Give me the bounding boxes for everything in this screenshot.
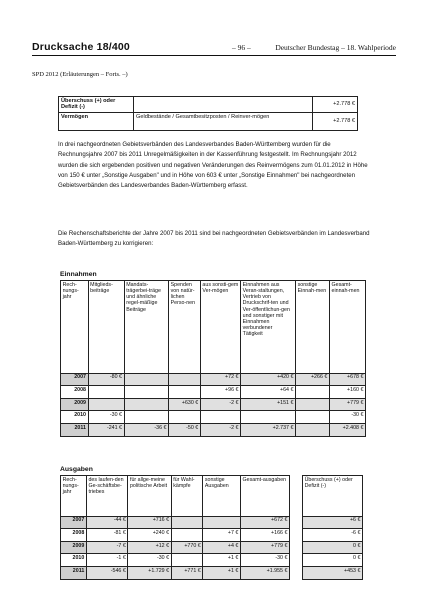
year-cell: 2009 <box>61 541 87 554</box>
table-row <box>61 398 366 411</box>
value-cell <box>124 386 168 399</box>
table-row <box>303 516 363 529</box>
value-cell: -6 € <box>303 529 363 542</box>
table-row <box>61 411 366 424</box>
value-cell: -50 € <box>169 423 201 436</box>
column-header: des laufen-den Ge-schäftsbe-triebes <box>86 476 127 517</box>
summary-label: Überschuss (+) oder Defizit (-) <box>59 97 134 113</box>
value-cell: -30 € <box>128 554 171 567</box>
value-cell <box>171 516 203 529</box>
value-cell: +771 € <box>171 566 203 579</box>
value-cell: +678 € <box>329 373 365 386</box>
value-cell <box>200 411 240 424</box>
year-cell: 2008 <box>61 529 87 542</box>
year-cell: 2011 <box>61 566 87 579</box>
table-row <box>61 529 290 542</box>
table-header-row <box>61 476 290 517</box>
summary-description <box>134 97 313 113</box>
table-header-row <box>303 476 363 517</box>
value-cell <box>296 411 330 424</box>
value-cell: -1 € <box>86 554 127 567</box>
year-cell: 2009 <box>61 398 89 411</box>
page-header <box>32 41 396 56</box>
table-header-row <box>61 281 366 374</box>
value-cell: -81 € <box>86 529 127 542</box>
value-cell <box>296 386 330 399</box>
value-cell: +64 € <box>241 386 296 399</box>
table-row <box>303 566 363 579</box>
summary-value: +2.778 € <box>313 97 358 113</box>
value-cell: -30 € <box>240 554 289 567</box>
column-header: sonstige Einnah-men <box>296 281 330 374</box>
einnahmen-title: Einnahmen <box>60 271 97 278</box>
value-cell: +96 € <box>200 386 240 399</box>
year-cell: 2010 <box>61 411 89 424</box>
value-cell: -546 € <box>86 566 127 579</box>
value-cell: +266 € <box>296 373 330 386</box>
column-header: Mandats-trägerbei-träge und ähnliche regel-mäßige Beiträge <box>124 281 168 374</box>
value-cell <box>124 373 168 386</box>
value-cell: +779 € <box>240 541 289 554</box>
value-cell <box>88 398 124 411</box>
year-cell: 2008 <box>61 386 89 399</box>
value-cell <box>88 386 124 399</box>
value-cell: -2 € <box>200 398 240 411</box>
column-header: Gesamt-einnah-men <box>329 281 365 374</box>
column-header: für Wahl-kämpfe <box>171 476 203 517</box>
value-cell: +12 € <box>128 541 171 554</box>
value-cell: +2.408 € <box>329 423 365 436</box>
column-header: Überschuss (+) oder Defizit (-) <box>303 476 363 517</box>
value-cell: +453 € <box>303 566 363 579</box>
value-cell <box>169 373 201 386</box>
page-number: – 96 – <box>232 43 251 52</box>
value-cell: +166 € <box>240 529 289 542</box>
table-row <box>61 423 366 436</box>
value-cell: +6 € <box>303 516 363 529</box>
value-cell <box>169 411 201 424</box>
table-row <box>61 566 290 579</box>
value-cell: +716 € <box>128 516 171 529</box>
value-cell: -7 € <box>86 541 127 554</box>
ausgaben-table <box>60 475 290 580</box>
value-cell: +240 € <box>128 529 171 542</box>
value-cell: 0 € <box>303 541 363 554</box>
value-cell <box>241 411 296 424</box>
table-row <box>303 554 363 567</box>
table-row <box>303 529 363 542</box>
value-cell: +160 € <box>329 386 365 399</box>
value-cell: -80 € <box>88 373 124 386</box>
summary-description: Geldbestände / Gesamtbesitzposten / Reinver-mögen <box>134 113 313 131</box>
value-cell <box>171 554 203 567</box>
value-cell <box>203 516 241 529</box>
year-cell: 2011 <box>61 423 89 436</box>
year-cell: 2007 <box>61 373 89 386</box>
value-cell: +151 € <box>241 398 296 411</box>
value-cell: +1.955 € <box>240 566 289 579</box>
value-cell: -2 € <box>200 423 240 436</box>
value-cell: -30 € <box>329 411 365 424</box>
column-header: Spenden von natür-lichen Perso-nen <box>169 281 201 374</box>
document-label: Drucksache 18/400 <box>32 41 130 53</box>
table-row <box>61 386 366 399</box>
section-reference: SPD 2012 (Erläuterungen – Forts. –) <box>32 71 128 78</box>
column-header: sonstige Ausgaben <box>203 476 241 517</box>
column-header: für allge-meine politische Arbeit <box>128 476 171 517</box>
value-cell: -241 € <box>88 423 124 436</box>
ausgaben-title: Ausgaben <box>60 466 93 473</box>
value-cell: +72 € <box>200 373 240 386</box>
summary-row <box>59 113 358 131</box>
table-row <box>61 554 290 567</box>
value-cell <box>169 386 201 399</box>
summary-row <box>59 97 358 113</box>
value-cell: -44 € <box>86 516 127 529</box>
ueberschuss-table <box>302 475 363 580</box>
column-header: Rech-nungs-jahr <box>61 476 87 517</box>
value-cell <box>296 398 330 411</box>
value-cell: -36 € <box>124 423 168 436</box>
summary-label: Vermögen <box>59 113 134 131</box>
value-cell: +4 € <box>203 541 241 554</box>
year-cell: 2007 <box>61 516 87 529</box>
value-cell: +1 € <box>203 554 241 567</box>
value-cell: +770 € <box>171 541 203 554</box>
value-cell <box>124 411 168 424</box>
paragraph-corrections: Die Rechenschaftsberichte der Jahre 2007 bis 2011 sind bei nachgeordneten Gebietsverbänden im Landesverband Baden-Württemberg zu korrigieren: <box>58 230 370 248</box>
summary-table <box>58 96 358 131</box>
value-cell: +779 € <box>329 398 365 411</box>
value-cell: +630 € <box>169 398 201 411</box>
value-cell: -30 € <box>88 411 124 424</box>
value-cell: +1.729 € <box>128 566 171 579</box>
table-row <box>61 541 290 554</box>
value-cell: +7 € <box>203 529 241 542</box>
value-cell: +2.737 € <box>241 423 296 436</box>
value-cell: +672 € <box>240 516 289 529</box>
value-cell <box>296 423 330 436</box>
year-cell: 2010 <box>61 554 87 567</box>
table-row <box>303 541 363 554</box>
value-cell <box>124 398 168 411</box>
value-cell: +420 € <box>241 373 296 386</box>
value-cell: +1 € <box>203 566 241 579</box>
table-row <box>61 516 290 529</box>
value-cell: 0 € <box>303 554 363 567</box>
table-row <box>61 373 366 386</box>
column-header: Rech-nungs-jahr <box>61 281 89 374</box>
summary-value: +2.778 € <box>313 113 358 131</box>
parliament-label: Deutscher Bundestag – 18. Wahlperiode <box>275 43 396 52</box>
einnahmen-table <box>60 280 366 437</box>
column-header: aus sonsti-gem Ver-mögen <box>200 281 240 374</box>
column-header: Mitglieds-beiträge <box>88 281 124 374</box>
column-header: Gesamt-ausgaben <box>240 476 289 517</box>
value-cell <box>171 529 203 542</box>
column-header: Einnahmen aus Veran-staltungen, Vertrieb von Druckschrif-ten und Ver-öffentlichun-gen und sonstiger mit Einnahmen verbundener Tätigkeit <box>241 281 296 374</box>
paragraph-irregularities: In drei nachgeordneten Gebietsverbänden des Landesverbandes Baden-Württemberg wurden für die Rechnungsjahre 2007 bis 2011 Unregelmäßigkeiten in der Kassenführung festgestellt. Im Rechnungsjahr 2012 wurden die sich ergebenden positiven und negativen Veränderungen des Reinvermögens zum 01.01.2012 in Höhe von 150 € unter „Sonstige Ausgaben" und in Höhe von 603 € unter „Sonstige Einnahmen" bei nachgeordneten Gebietsverbänden des Landesverbandes Baden-Württemberg erfasst. <box>58 141 368 190</box>
